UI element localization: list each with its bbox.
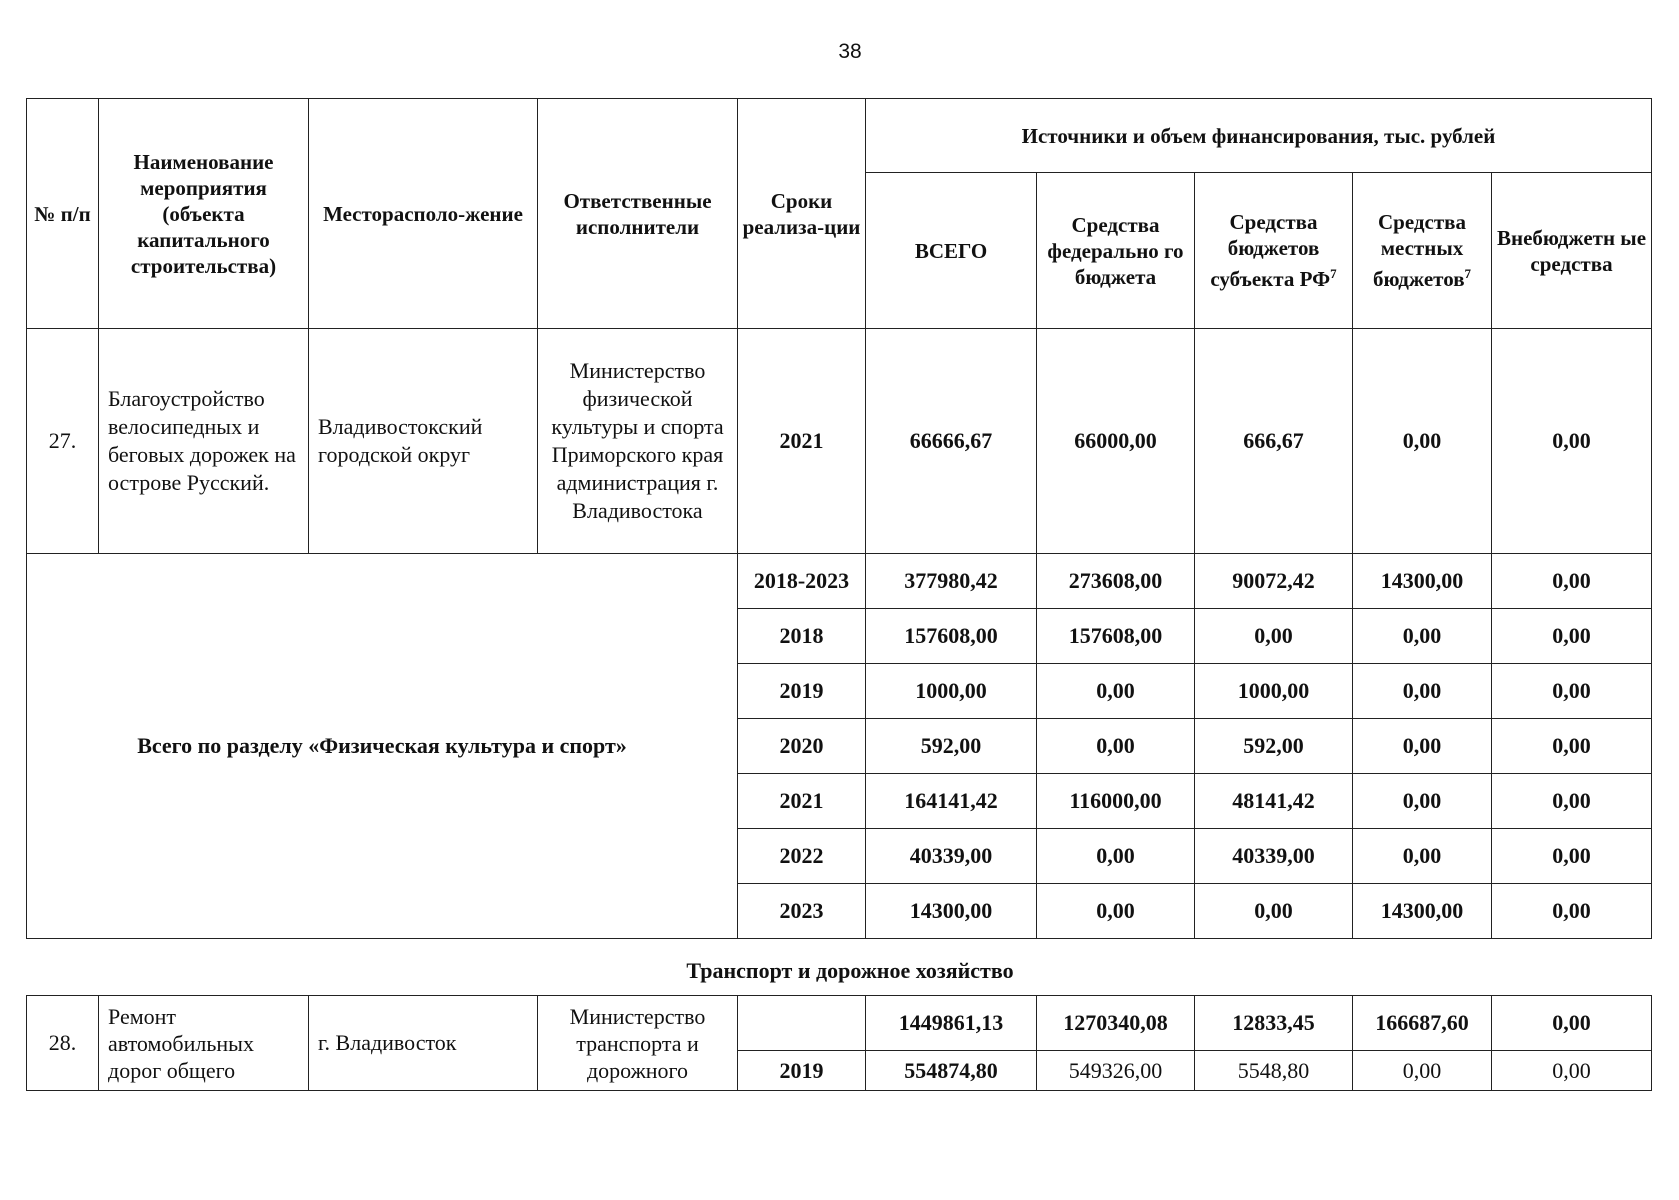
summary-subject: 1000,00 xyxy=(1195,664,1353,719)
summary-total: 14300,00 xyxy=(866,884,1037,939)
row-28-line-1 xyxy=(27,996,1652,1051)
row28-name: Ремонт автомобильных дорог общего xyxy=(99,996,309,1091)
summary-period: 2023 xyxy=(738,884,866,939)
funding-table xyxy=(26,98,1652,939)
header-num: № п/п xyxy=(27,99,99,329)
row28-period xyxy=(738,996,866,1051)
summary-total: 40339,00 xyxy=(866,829,1037,884)
summary-extra: 0,00 xyxy=(1492,554,1652,609)
row27-responsible: Министерство физической культуры и спорта Приморского края администрация г. Владивостока xyxy=(538,329,738,554)
summary-extra: 0,00 xyxy=(1492,719,1652,774)
summary-subject: 40339,00 xyxy=(1195,829,1353,884)
summary-total: 377980,42 xyxy=(866,554,1037,609)
header-local-footnote: 7 xyxy=(1464,266,1472,281)
row28-num: 28. xyxy=(27,996,99,1091)
summary-federal: 116000,00 xyxy=(1037,774,1195,829)
row28-extra: 0,00 xyxy=(1492,996,1652,1051)
header-subject xyxy=(1195,173,1353,329)
summary-extra: 0,00 xyxy=(1492,829,1652,884)
summary-label: Всего по разделу «Физическая культура и спорт» xyxy=(27,554,738,939)
row27-name: Благоустройство велосипедных и беговых дорожек на острове Русский. xyxy=(99,329,309,554)
row28-subject: 12833,45 xyxy=(1195,996,1353,1051)
row28-total-2019: 554874,80 xyxy=(866,1051,1037,1091)
header-local xyxy=(1353,173,1492,329)
row28-federal-2019: 549326,00 xyxy=(1037,1051,1195,1091)
summary-federal: 0,00 xyxy=(1037,829,1195,884)
summary-local: 0,00 xyxy=(1353,609,1492,664)
header-location: Месторасполо-жение xyxy=(309,99,538,329)
row27-period: 2021 xyxy=(738,329,866,554)
row27-local: 0,00 xyxy=(1353,329,1492,554)
section-title-transport: Транспорт и дорожное хозяйство xyxy=(686,958,1014,983)
summary-subject: 0,00 xyxy=(1195,609,1353,664)
row28-total: 1449861,13 xyxy=(866,996,1037,1051)
summary-extra: 0,00 xyxy=(1492,884,1652,939)
summary-period: 2019 xyxy=(738,664,866,719)
summary-period: 2022 xyxy=(738,829,866,884)
summary-local: 0,00 xyxy=(1353,829,1492,884)
page-number: 38 xyxy=(838,40,862,63)
summary-total: 592,00 xyxy=(866,719,1037,774)
summary-subject: 90072,42 xyxy=(1195,554,1353,609)
row27-location: Владивостокский городской округ xyxy=(309,329,538,554)
summary-period: 2018 xyxy=(738,609,866,664)
summary-total: 1000,00 xyxy=(866,664,1037,719)
summary-subject: 0,00 xyxy=(1195,884,1353,939)
summary-local: 0,00 xyxy=(1353,774,1492,829)
summary-period: 2020 xyxy=(738,719,866,774)
summary-total: 164141,42 xyxy=(866,774,1037,829)
summary-federal: 0,00 xyxy=(1037,664,1195,719)
summary-period: 2021 xyxy=(738,774,866,829)
row27-extra: 0,00 xyxy=(1492,329,1652,554)
header-name: Наименование мероприятия (объекта капитального строительства) xyxy=(99,99,309,329)
row28-location: г. Владивосток xyxy=(309,996,538,1091)
row28-period-2019: 2019 xyxy=(738,1051,866,1091)
summary-local: 0,00 xyxy=(1353,719,1492,774)
row28-local: 166687,60 xyxy=(1353,996,1492,1051)
summary-extra: 0,00 xyxy=(1492,609,1652,664)
summary-local: 0,00 xyxy=(1353,664,1492,719)
header-extra: Внебюджетн ые средства xyxy=(1492,173,1652,329)
summary-federal: 0,00 xyxy=(1037,884,1195,939)
row28-extra-2019: 0,00 xyxy=(1492,1051,1652,1091)
summary-total: 157608,00 xyxy=(866,609,1037,664)
summary-extra: 0,00 xyxy=(1492,664,1652,719)
row27-num: 27. xyxy=(27,329,99,554)
summary-subject: 592,00 xyxy=(1195,719,1353,774)
header-responsible: Ответственные исполнители xyxy=(538,99,738,329)
header-subject-text: Средства бюджетов субъекта РФ xyxy=(1210,210,1331,291)
summary-row-0 xyxy=(27,554,1652,609)
row27-total: 66666,67 xyxy=(866,329,1037,554)
summary-extra: 0,00 xyxy=(1492,774,1652,829)
summary-local: 14300,00 xyxy=(1353,884,1492,939)
header-period: Сроки реализа-ции xyxy=(738,99,866,329)
summary-local: 14300,00 xyxy=(1353,554,1492,609)
row27-federal: 66000,00 xyxy=(1037,329,1195,554)
row28-federal: 1270340,08 xyxy=(1037,996,1195,1051)
header-total: ВСЕГО xyxy=(866,173,1037,329)
transport-table xyxy=(26,995,1652,1091)
header-row-1 xyxy=(27,99,1652,173)
header-federal: Средства федерально го бюджета xyxy=(1037,173,1195,329)
row28-subject-2019: 5548,80 xyxy=(1195,1051,1353,1091)
summary-period: 2018-2023 xyxy=(738,554,866,609)
summary-federal: 157608,00 xyxy=(1037,609,1195,664)
summary-federal: 0,00 xyxy=(1037,719,1195,774)
summary-federal: 273608,00 xyxy=(1037,554,1195,609)
header-funding-group: Источники и объем финансирования, тыс. рублей xyxy=(866,99,1652,173)
header-local-text: Средства местных бюджетов xyxy=(1372,210,1466,291)
summary-subject: 48141,42 xyxy=(1195,774,1353,829)
row-27 xyxy=(27,329,1652,554)
row27-subject: 666,67 xyxy=(1195,329,1353,554)
row28-local-2019: 0,00 xyxy=(1353,1051,1492,1091)
row28-responsible: Министерство транспорта и дорожного xyxy=(538,996,738,1091)
header-subject-footnote: 7 xyxy=(1330,266,1337,281)
